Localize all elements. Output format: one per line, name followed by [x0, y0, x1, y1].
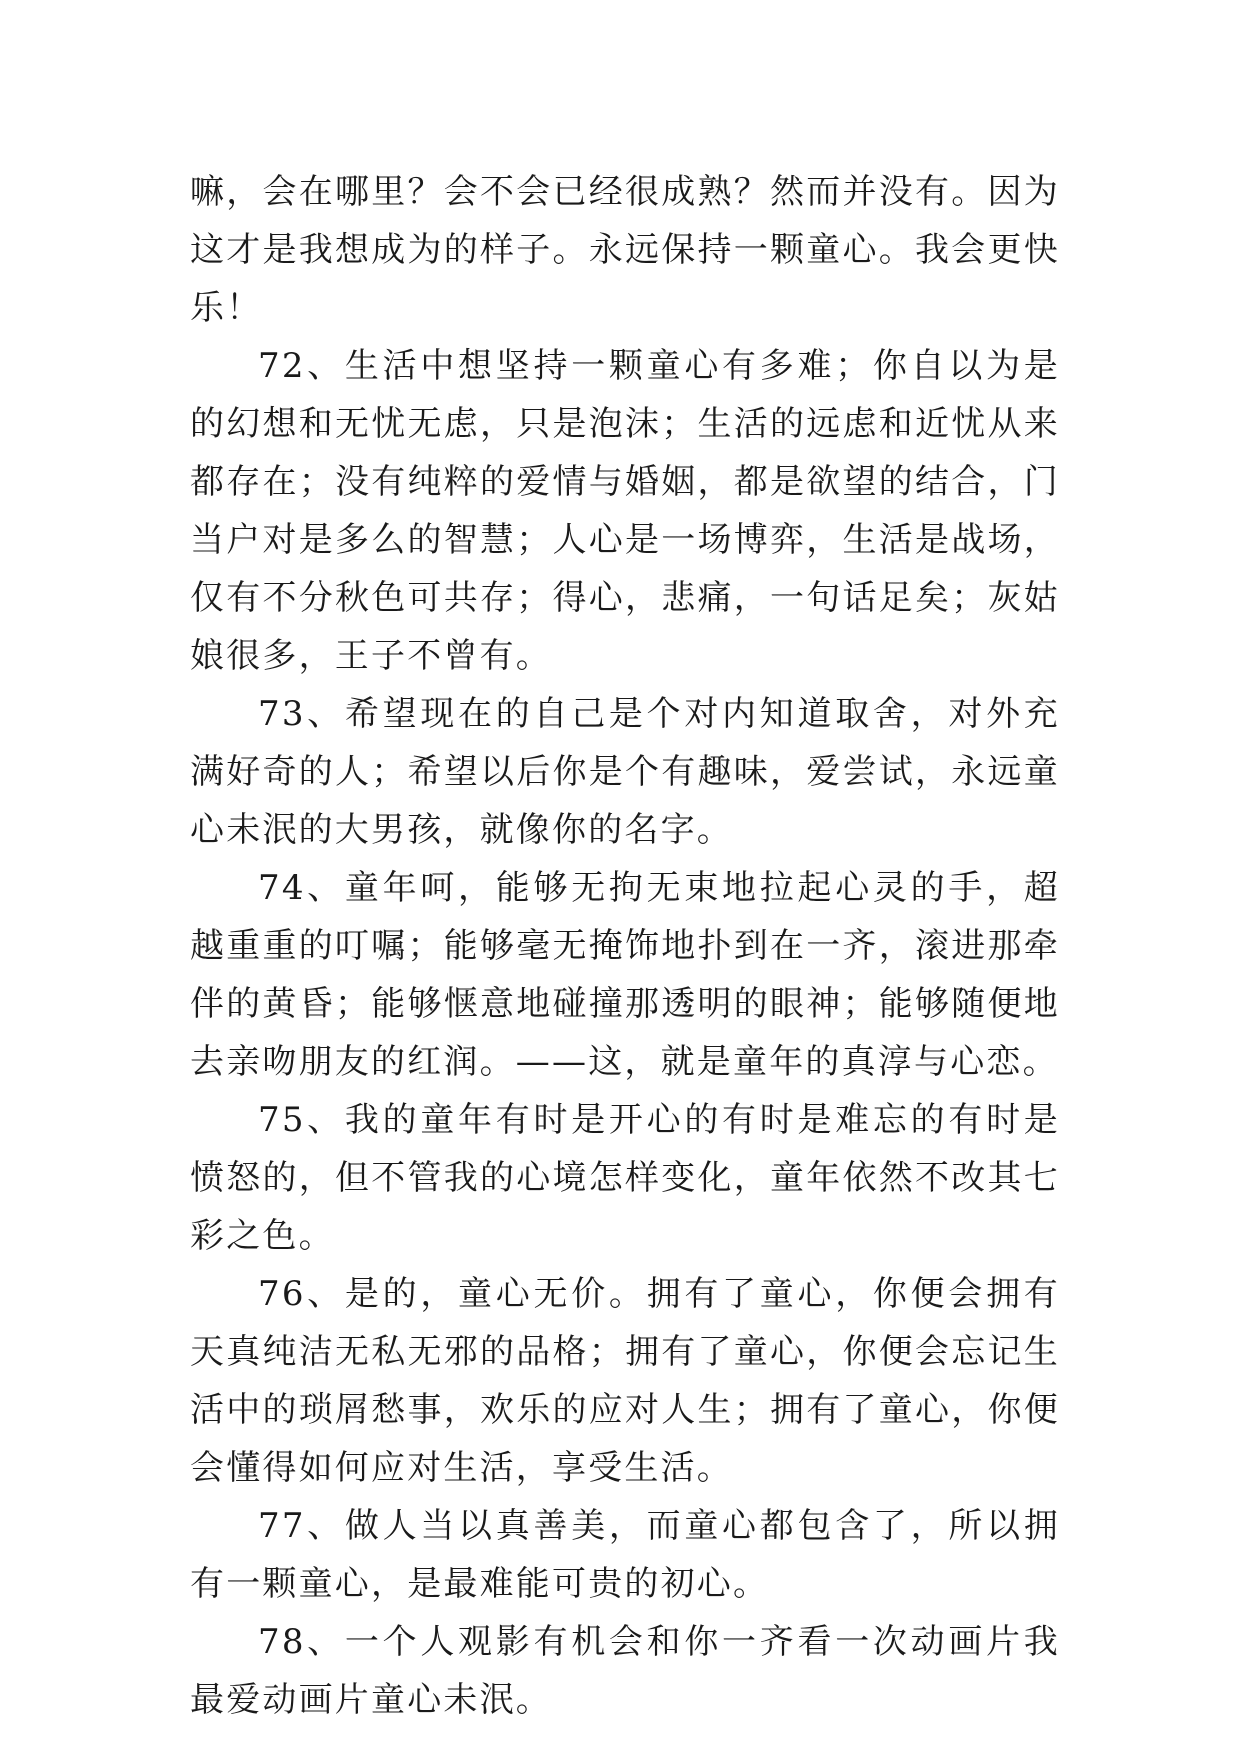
paragraph-continuation: 嘛，会在哪里？会不会已经很成熟？然而并没有。因为这才是我想成为的样子。永远保持一颗童心。我会更快乐！: [190, 172, 1060, 328]
paragraph-73: 73、希望现在的自己是个对内知道取舍，对外充满好奇的人；希望以后你是个有趣味，爱尝试，永远童心未泯的大男孩，就像你的名字。: [190, 694, 1060, 850]
paragraph-76: 76、是的，童心无价。拥有了童心，你便会拥有天真纯洁无私无邪的品格；拥有了童心，你便会忘记生活中的琐屑愁事，欢乐的应对人生；拥有了童心，你便会懂得如何应对生活，享受生活。: [190, 1274, 1060, 1488]
paragraph-77: 77、做人当以真善美，而童心都包含了，所以拥有一颗童心，是最难能可贵的初心。: [190, 1506, 1060, 1604]
paragraph-72: 72、生活中想坚持一颗童心有多难；你自以为是的幻想和无忧无虑，只是泡沫；生活的远虑和近忧从来都存在；没有纯粹的爱情与婚姻，都是欲望的结合，门当户对是多么的智慧；人心是一场博弈，生活是战场，仅有不分秋色可共存；得心，悲痛，一句话足矣；灰姑娘很多，王子不曾有。: [190, 346, 1060, 676]
document-body: [190, 163, 1060, 1729]
paragraph-75: 75、我的童年有时是开心的有时是难忘的有时是愤怒的，但不管我的心境怎样变化，童年依然不改其七彩之色。: [190, 1100, 1060, 1256]
paragraph-74: 74、童年呵，能够无拘无束地拉起心灵的手，超越重重的叮嘱；能够毫无掩饰地扑到在一齐，滚进那牵伴的黄昏；能够惬意地碰撞那透明的眼神；能够随便地去亲吻朋友的红润。——这，就是童年的真淳与心恋。: [190, 868, 1060, 1082]
paragraph-78: 78、一个人观影有机会和你一齐看一次动画片我最爱动画片童心未泯。: [190, 1622, 1060, 1720]
